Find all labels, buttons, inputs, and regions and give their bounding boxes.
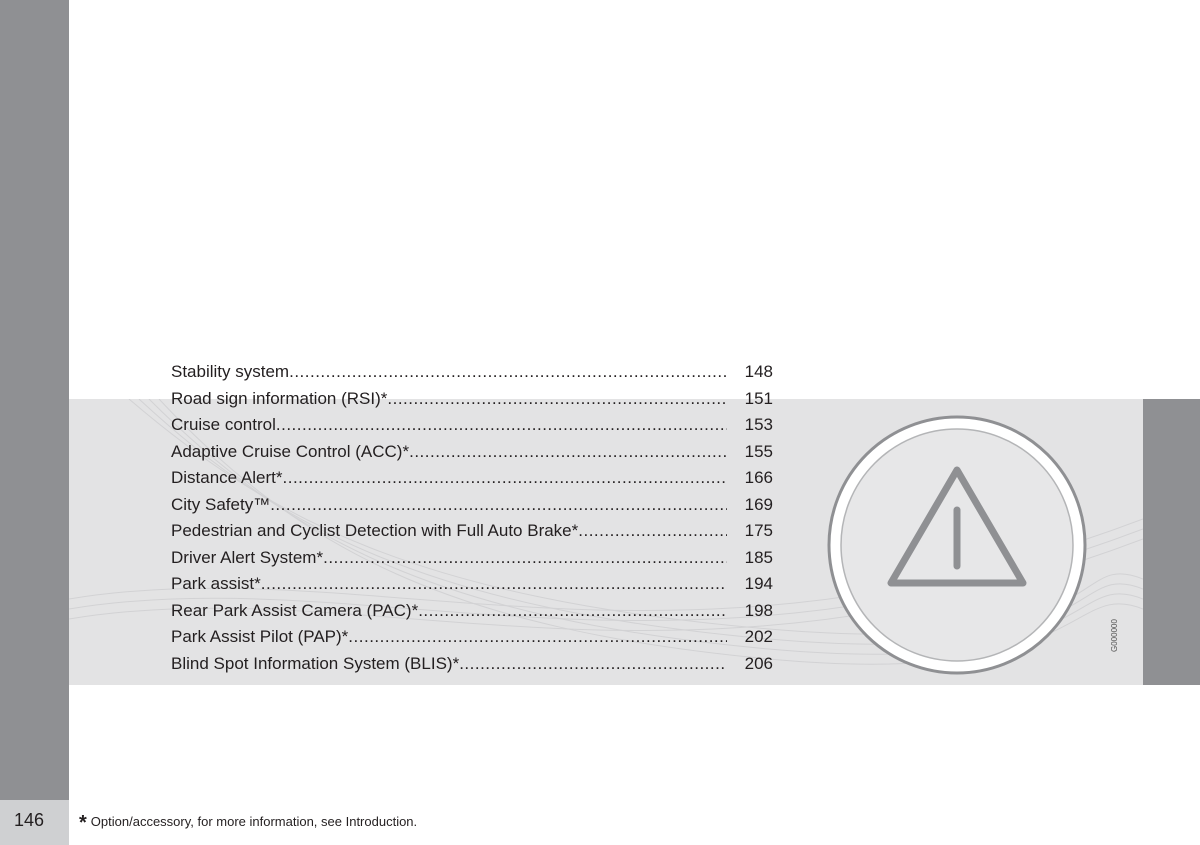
image-code: G000000 [1110, 619, 1119, 652]
toc-leader-dots [323, 545, 727, 572]
toc-entry[interactable] [171, 624, 773, 651]
toc-entry-title: Road sign information (RSI)* [171, 388, 388, 408]
toc-leader-dots [261, 571, 727, 598]
toc-entry-page: 151 [744, 388, 773, 408]
toc-entry-page: 166 [744, 468, 773, 487]
chapter-tab [1143, 399, 1200, 685]
toc-entry-title: City Safety™ [171, 494, 271, 514]
toc-leader-dots [387, 386, 727, 413]
toc-leader-dots [276, 412, 727, 439]
toc-entry-page: 194 [744, 574, 773, 593]
toc-entry-title: Adaptive Cruise Control (ACC)* [171, 441, 410, 461]
toc-entry[interactable] [171, 412, 773, 439]
toc-entry-title: Driver Alert System* [171, 547, 324, 567]
toc-entry-page: 153 [744, 415, 773, 434]
footnote [79, 812, 417, 835]
toc-entry[interactable] [171, 492, 773, 519]
toc-leader-dots [418, 598, 727, 625]
toc-leader-dots [578, 518, 727, 545]
toc-entry[interactable] [171, 359, 773, 386]
toc-entry[interactable] [171, 571, 773, 598]
toc-entry-title: Park Assist Pilot (PAP)* [171, 627, 349, 646]
toc-leader-dots [283, 465, 728, 492]
toc-leader-dots [409, 439, 727, 466]
toc-entry[interactable] [171, 465, 773, 492]
table-of-contents [171, 359, 773, 677]
toc-entry[interactable] [171, 386, 773, 413]
toc-entry-title: Pedestrian and Cyclist Detection with Full Auto Brake* [171, 521, 579, 540]
toc-entry-page: 175 [744, 521, 773, 540]
toc-entry-title: Blind Spot Information System (BLIS)* [171, 653, 460, 673]
warning-triangle-icon [827, 415, 1087, 675]
toc-entry[interactable] [171, 518, 773, 545]
footnote-text: Option/accessory, for more information, see Introduction. [90, 814, 418, 829]
toc-leader-dots [270, 492, 727, 519]
toc-leader-dots [348, 624, 727, 651]
toc-entry-page: 169 [744, 494, 773, 514]
toc-entry-page: 185 [744, 547, 773, 567]
toc-entry-title: Distance Alert* [171, 468, 283, 487]
toc-entry-title: Rear Park Assist Camera (PAC)* [171, 600, 419, 620]
toc-entry[interactable] [171, 545, 773, 572]
page-number: 146 [13, 810, 45, 830]
toc-leader-dots [459, 651, 727, 678]
toc-entry-title: Stability system [171, 362, 290, 381]
toc-entry-page: 202 [744, 627, 773, 646]
toc-entry[interactable] [171, 598, 773, 625]
toc-entry[interactable] [171, 651, 773, 678]
toc-entry-title: Cruise control [171, 415, 276, 434]
toc-entry-page: 148 [744, 362, 773, 381]
toc-leader-dots [289, 359, 727, 386]
toc-entry[interactable] [171, 439, 773, 466]
toc-entry-page: 155 [744, 441, 773, 461]
left-margin-strip [0, 0, 69, 845]
footnote-marker: * [79, 812, 87, 834]
toc-entry-page: 206 [744, 653, 773, 673]
toc-entry-page: 198 [744, 600, 773, 620]
toc-entry-title: Park assist* [171, 574, 261, 593]
